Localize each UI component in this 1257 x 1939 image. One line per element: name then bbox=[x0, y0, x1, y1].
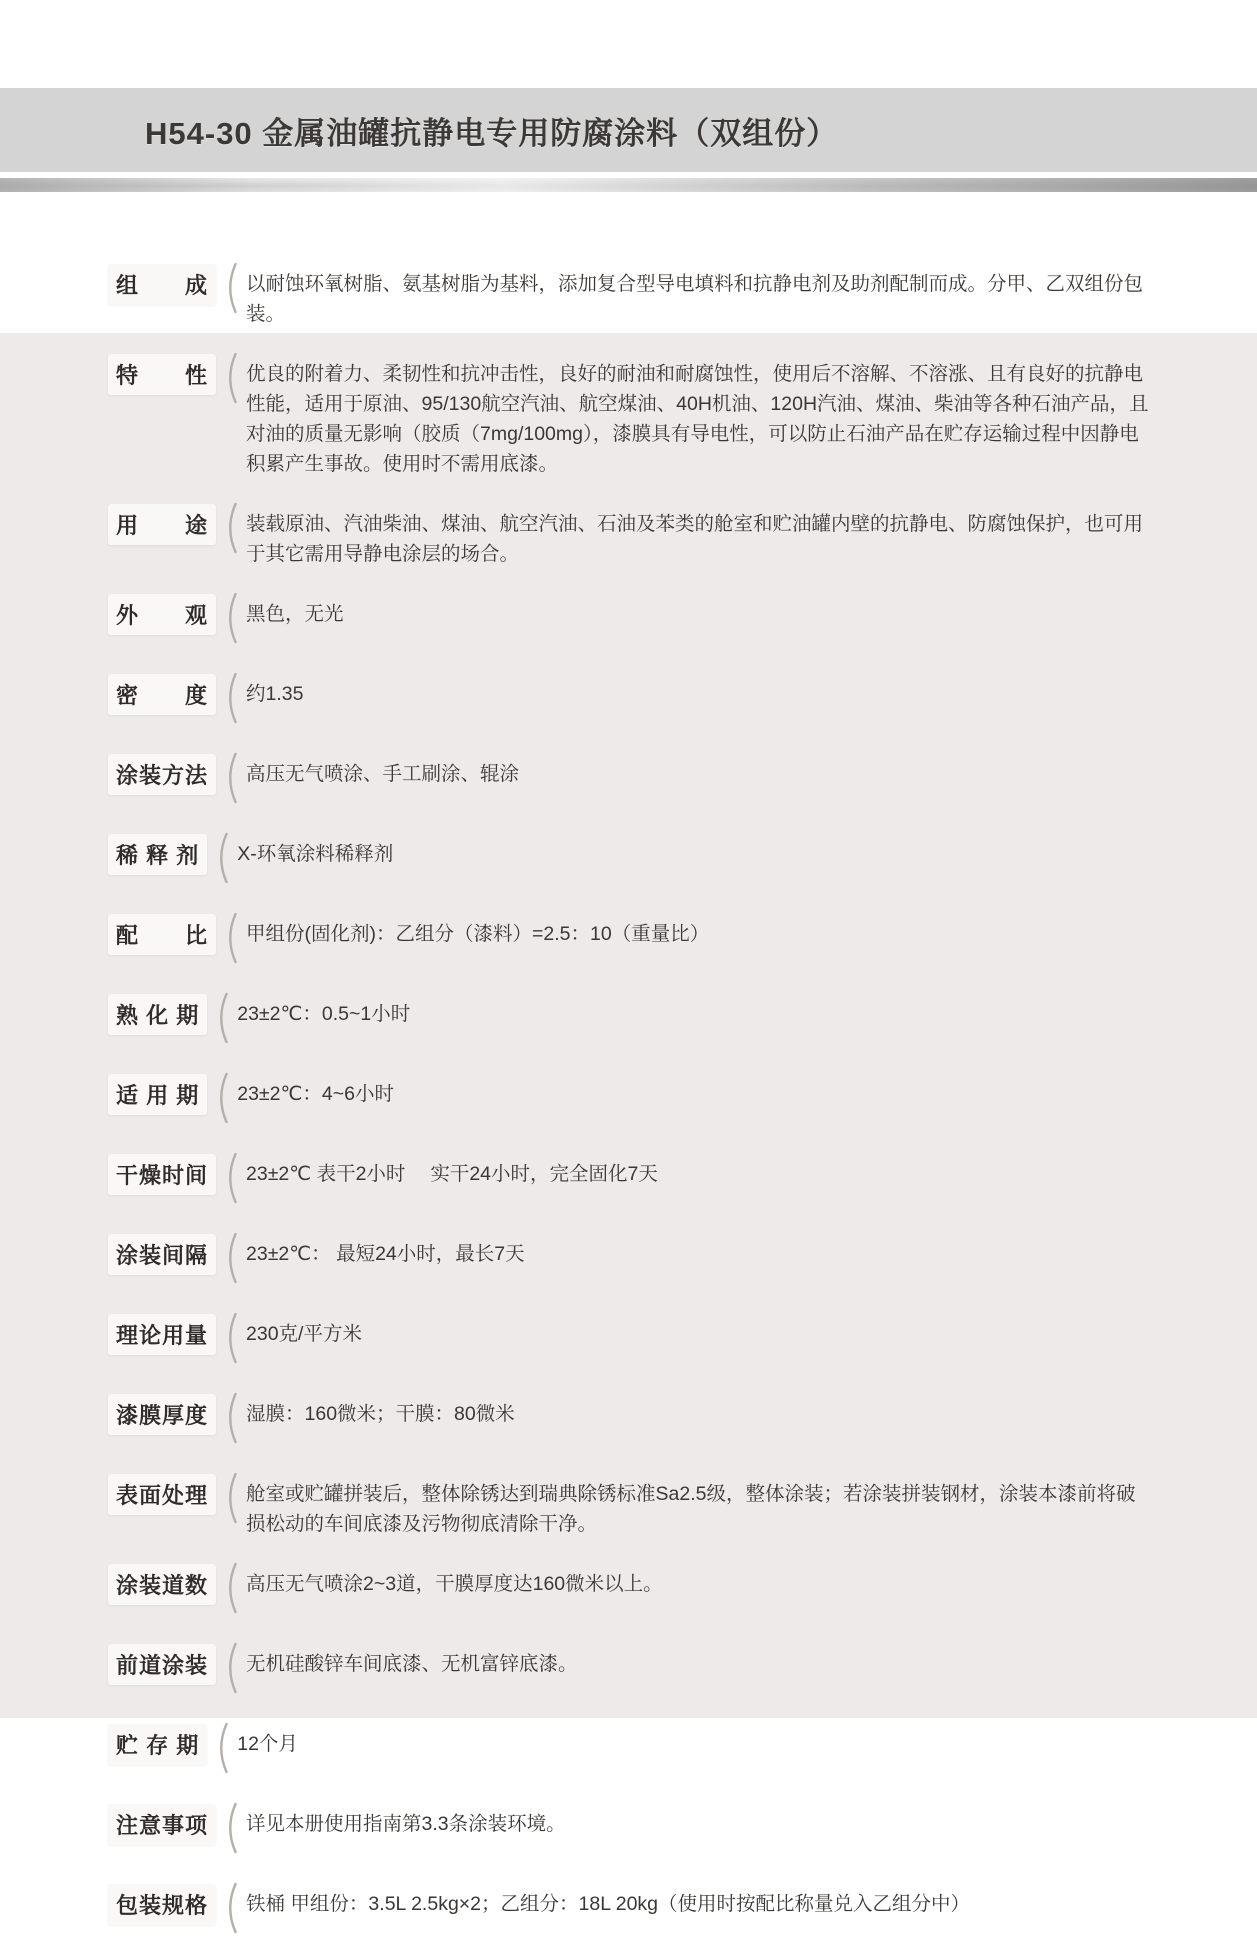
spec-row bbox=[108, 1564, 1149, 1619]
spec-row bbox=[108, 1314, 1149, 1369]
spec-row bbox=[108, 1884, 1149, 1939]
spec-label: 贮 存 期 bbox=[108, 1724, 207, 1765]
spec-row bbox=[108, 1154, 1149, 1209]
spec-value: 高压无气喷涂2~3道，干膜厚度达160微米以上。 bbox=[246, 1573, 663, 1595]
spec-value: 湿膜：160微米；干膜：80微米 bbox=[246, 1403, 515, 1425]
open-paren-icon bbox=[222, 1152, 238, 1209]
spec-row bbox=[108, 1234, 1149, 1289]
spec-label: 用 途 bbox=[108, 504, 216, 545]
spec-value: 23±2℃：0.5~1小时 bbox=[237, 1003, 411, 1025]
spec-value: 舱室或贮罐拼装后，整体除锈达到瑞典除锈标准Sa2.5级，整体涂装；若涂装拼装钢材，涂装本漆前将破损松动的车间底漆及污物彻底清除干净。 bbox=[246, 1483, 1136, 1535]
spec-value: X-环氧涂料稀释剂 bbox=[237, 843, 394, 865]
open-paren-icon bbox=[222, 752, 238, 809]
spec-label: 密 度 bbox=[108, 674, 216, 715]
spec-label: 干燥时间 bbox=[108, 1154, 216, 1195]
spec-value: 高压无气喷涂、手工刷涂、辊涂 bbox=[246, 763, 520, 785]
spec-label: 涂装间隔 bbox=[108, 1234, 216, 1275]
open-paren-icon bbox=[222, 1802, 238, 1859]
spec-label: 前道涂装 bbox=[108, 1644, 216, 1685]
spec-value: 无机硅酸锌车间底漆、无机富锌底漆。 bbox=[246, 1653, 578, 1675]
banner-accent-strip bbox=[0, 178, 1257, 192]
spec-row bbox=[108, 674, 1149, 729]
spec-label: 配 比 bbox=[108, 914, 216, 955]
spec-label: 稀 释 剂 bbox=[108, 834, 207, 875]
spec-row bbox=[108, 354, 1149, 479]
title-banner bbox=[0, 88, 1257, 172]
spec-label: 漆膜厚度 bbox=[108, 1394, 216, 1435]
open-paren-icon bbox=[222, 1642, 238, 1699]
open-paren-icon bbox=[213, 832, 229, 889]
spec-row bbox=[108, 1724, 1149, 1779]
open-paren-icon bbox=[222, 1472, 238, 1529]
spec-row bbox=[108, 1474, 1149, 1539]
open-paren-icon bbox=[222, 672, 238, 729]
spec-label: 表面处理 bbox=[108, 1474, 216, 1515]
spec-label: 熟 化 期 bbox=[108, 994, 207, 1035]
spec-value: 23±2℃：4~6小时 bbox=[237, 1083, 394, 1105]
spec-value: 23±2℃： 最短24小时，最长7天 bbox=[246, 1243, 525, 1265]
spec-row bbox=[108, 754, 1149, 809]
open-paren-icon bbox=[222, 912, 238, 969]
spec-value: 铁桶 甲组份：3.5L 2.5kg×2；乙组分：18L 20kg（使用时按配比称量兑入乙组分中） bbox=[246, 1893, 971, 1915]
page-title: H54-30 金属油罐抗静电专用防腐涂料（双组份） bbox=[145, 115, 839, 151]
spec-row bbox=[108, 594, 1149, 649]
spec-row bbox=[108, 1394, 1149, 1449]
spec-value: 230克/平方米 bbox=[246, 1323, 362, 1345]
open-paren-icon bbox=[222, 1562, 238, 1619]
spec-row bbox=[108, 1074, 1149, 1129]
spec-sheet bbox=[0, 192, 1257, 1918]
spec-label: 涂装道数 bbox=[108, 1564, 216, 1605]
spec-label: 理论用量 bbox=[108, 1314, 216, 1355]
spec-label: 组 成 bbox=[108, 264, 216, 305]
spec-row bbox=[108, 914, 1149, 969]
spec-label: 注意事项 bbox=[108, 1804, 216, 1845]
open-paren-icon bbox=[222, 1232, 238, 1289]
spec-value: 12个月 bbox=[237, 1733, 298, 1755]
spec-value: 23±2℃ 表干2小时 实干24小时，完全固化7天 bbox=[246, 1163, 658, 1185]
spec-rows bbox=[108, 264, 1149, 1939]
open-paren-icon bbox=[222, 352, 238, 409]
spec-value: 详见本册使用指南第3.3条涂装环境。 bbox=[246, 1813, 566, 1835]
spec-label: 外 观 bbox=[108, 594, 216, 635]
spec-row bbox=[108, 1804, 1149, 1859]
open-paren-icon bbox=[213, 1072, 229, 1129]
open-paren-icon bbox=[222, 1392, 238, 1449]
spec-row bbox=[108, 834, 1149, 889]
spec-value: 甲组份(固化剂)：乙组分（漆料）=2.5：10（重量比） bbox=[246, 923, 710, 945]
spec-value: 约1.35 bbox=[246, 683, 304, 705]
spec-label: 涂装方法 bbox=[108, 754, 216, 795]
spec-value: 优良的附着力、柔韧性和抗冲击性，良好的耐油和耐腐蚀性，使用后不溶解、不溶涨、且有良好的抗静电性能，适用于原油、95/130航空汽油、航空煤油、40H机油、120H汽油、煤油、柴油等各种石油产品，且对油的质量无影响（胶质（7mg/100mg），漆膜具有导电性，可以防止石油产品在贮存运输过程中因静电积累产生事故。使用时不需用底漆。 bbox=[246, 363, 1149, 475]
open-paren-icon bbox=[213, 1722, 229, 1779]
spec-value: 黑色，无光 bbox=[246, 603, 344, 625]
open-paren-icon bbox=[222, 1882, 238, 1939]
spec-label: 包装规格 bbox=[108, 1884, 216, 1925]
open-paren-icon bbox=[222, 262, 238, 319]
spec-label: 特 性 bbox=[108, 354, 216, 395]
open-paren-icon bbox=[213, 992, 229, 1049]
spec-row bbox=[108, 504, 1149, 569]
spec-row bbox=[108, 994, 1149, 1049]
open-paren-icon bbox=[222, 1312, 238, 1369]
spec-row bbox=[108, 1644, 1149, 1699]
spec-label: 适 用 期 bbox=[108, 1074, 207, 1115]
open-paren-icon bbox=[222, 502, 238, 559]
spec-row bbox=[108, 264, 1149, 329]
spec-value: 装载原油、汽油柴油、煤油、航空汽油、石油及苯类的舱室和贮油罐内壁的抗静电、防腐蚀保护，也可用于其它需用导静电涂层的场合。 bbox=[246, 513, 1144, 565]
open-paren-icon bbox=[222, 592, 238, 649]
spec-value: 以耐蚀环氧树脂、氨基树脂为基料，添加复合型导电填料和抗静电剂及助剂配制而成。分甲、乙双组份包装。 bbox=[246, 273, 1144, 325]
